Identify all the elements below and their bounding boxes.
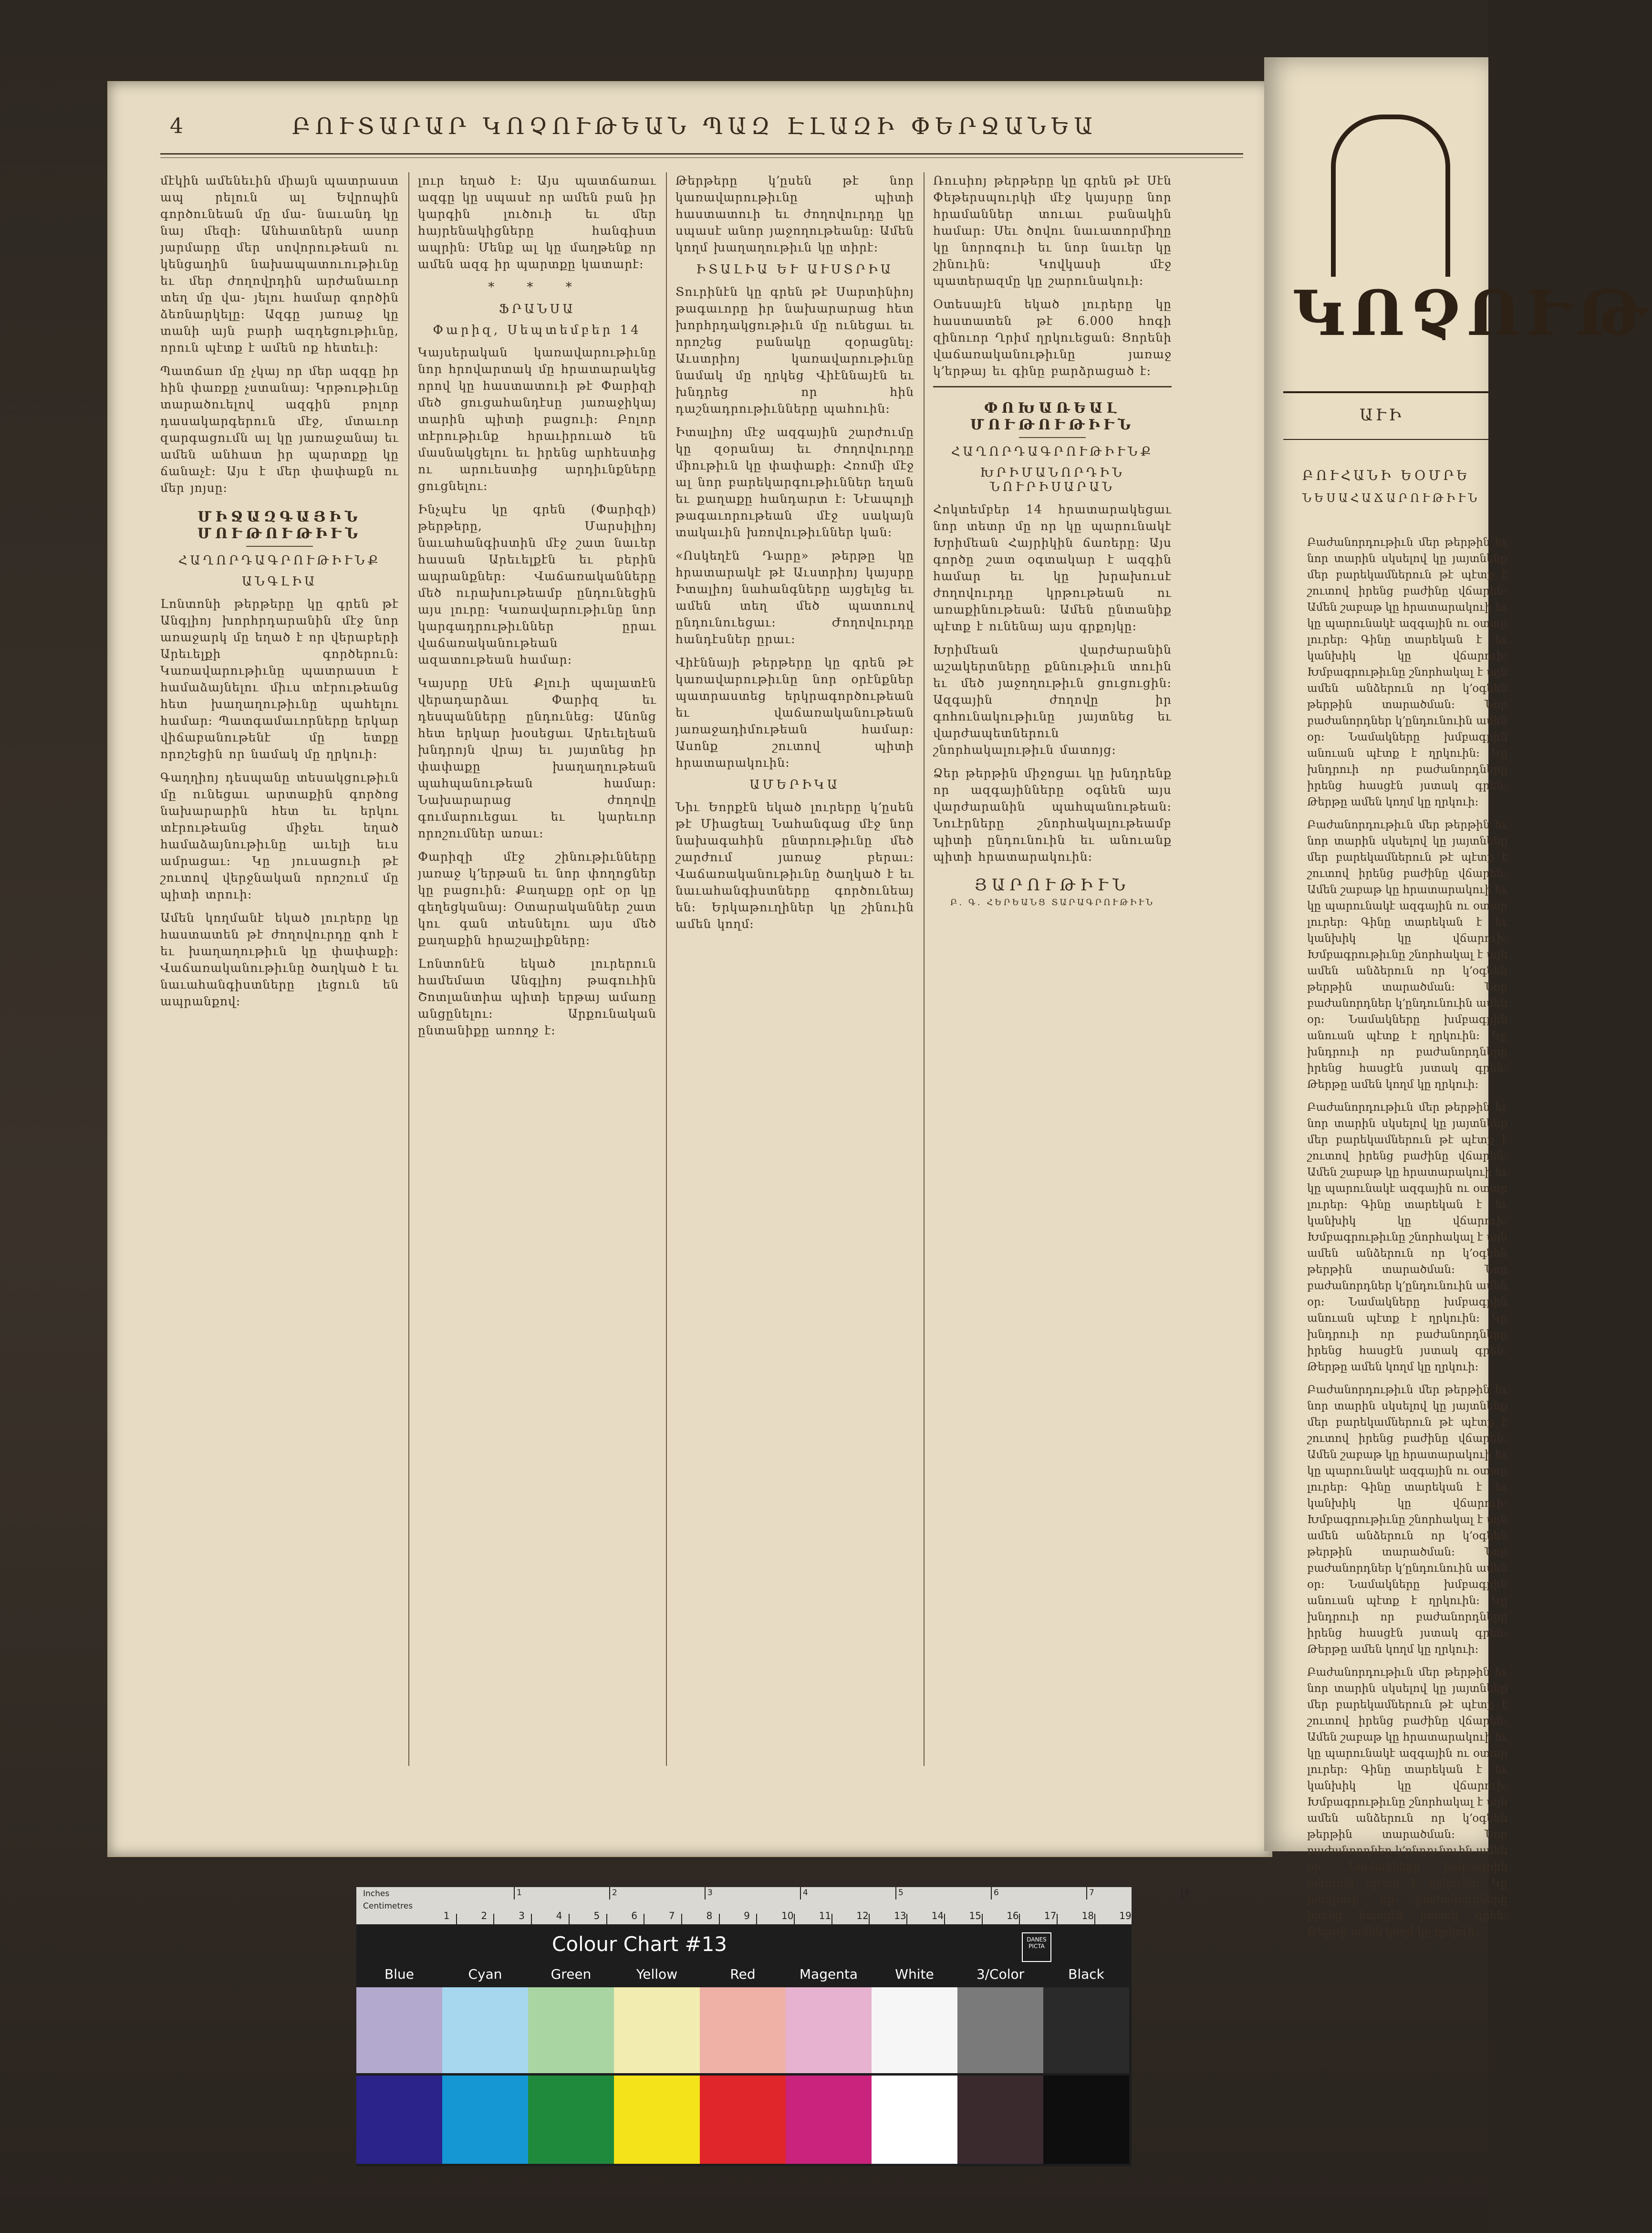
ruler-cm-tick <box>794 1914 795 1924</box>
text-column-2 <box>418 172 656 1771</box>
ruler-cm-tick <box>531 1914 532 1924</box>
colour-chart-title: Colour Chart #13 <box>552 1932 727 1956</box>
section-subheading: ՀԱՂՈՐԴԱԳՐՈՒԹԻՒՆՔ <box>951 445 1154 459</box>
colour-patch-light <box>1043 1987 1129 2073</box>
patch-label: Yellow <box>636 1966 678 1982</box>
colour-patch-light <box>700 1987 786 2073</box>
ruler-inch-tick <box>895 1887 896 1899</box>
ruler-inch-number: 5 <box>898 1888 904 1898</box>
article-paragraph: Իտալիոյ մէջ ազգային շարժումը կը զօրանայ եւ ժողովուրդը միութիւն կը փափաքի։ Հռոմի մէջ ալ նոր բարեկարգութիւններ եղան եւ քաղաքը հանդարտ է։ Նէապոլի թագաւորութեան մէջ սակայն տակաւին խռովութիւններ կան։ <box>675 425 914 539</box>
patch-label: White <box>895 1966 934 1982</box>
ruler-cm-tick <box>869 1914 870 1924</box>
article-paragraph: «Ոսկեղէն Դարը» թերթը կը հրատարակէ թէ Աւստրիոյ կայսրը Իտալիոյ նահանգները այցելեց եւ ամեն տեղ մեծ պատուով ընդունուեցաւ։ Ժողովուրդը հանդէսներ ըրաւ։ <box>675 549 914 646</box>
masthead-rule-2 <box>1283 439 1488 440</box>
article-paragraph: լուր եղած է։ Այս պատճառաւ ազգը կը սպասէ որ ամեն բան իր կարգին լուծուի եւ մեր հայրենակիցները հանգիստ ապրին։ Մենք ալ կը մաղթենք որ ամեն ազգ իր պարտքը կատարէ։ <box>418 174 656 271</box>
article-paragraph: Խրիմեան վարժարանին աշակերտները քննութիւն տուին եւ մեծ յաջողութիւն ցուցուցին։ Ազգային ժողովը իր գոհունակութիւնը յայտնեց եւ վարժապետներուն շնորհակալութիւն մատոյց։ <box>933 643 1172 757</box>
ruler-cm-tick <box>606 1914 607 1924</box>
colour-patch-dark <box>957 2076 1043 2164</box>
colour-patch-light <box>356 1987 442 2073</box>
patch-label: 3/Color <box>976 1966 1025 1982</box>
ruler-cm-tick <box>1094 1914 1095 1924</box>
ruler-inch-number: 8 <box>1184 1888 1190 1898</box>
facing-line-1: ԲՈՒՀԱՆԻ ԵՕՄՐԵ <box>1302 468 1470 483</box>
article-paragraph: Թերթերը կ՚ըսեն թէ նոր կառավարութիւնը պիտի հաստատուի եւ ժողովուրդը կը սպասէ անոր յաջողութեանը։ Ամեն կողմ խաղաղութիւն կը տիրէ։ <box>675 174 914 254</box>
colour-patch-dark <box>528 2076 614 2164</box>
ruler-cm-tick <box>569 1914 570 1924</box>
article-paragraph: Գաղղիոյ դեսպանը տեսակցութիւն մը ունեցաւ արտաքին գործոց նախարարին հետ եւ երկու տէրութեանց միջեւ եղած համաձայնութիւնը աւելի եւս ամրացաւ։ Կը յուսացուի թէ շուտով վերջնական որոշում մը պիտի տրուի։ <box>160 771 399 901</box>
ruler-cm-number: 9 <box>744 1910 750 1921</box>
article-paragraph: Վիէննայի թերթերը կը գրեն թէ կառավարութիւնը նոր օրէնքներ պատրաստեց երկրագործութեան եւ վաճառականութեան յառաջադիմութեան համար։ Ասոնք շուտով պիտի հրատարակուին։ <box>675 656 914 770</box>
ruler-cm-tick <box>982 1914 983 1924</box>
article-paragraph: Ռուսիոյ թերթերը կը գրեն թէ Սէն Փեթերսպուրկի մէջ կայսրը նոր հրամաններ տուաւ բանակին համար։ Սեւ ծովու նաւատորմիղը կը նորոգուի եւ նոր նաւեր կը շինուին։ Կովկասի մէջ պատերազմը կը շարունակուի։ <box>933 174 1172 288</box>
facing-page <box>1264 57 1652 1938</box>
ruler-inch-tick <box>609 1887 610 1899</box>
colour-patch-light <box>872 1987 957 2073</box>
article-heading: Փարիզ, Սեպտեմբեր 14 <box>433 323 642 337</box>
ruler-cm-number: 4 <box>556 1910 562 1921</box>
ruler-cm-number: 3 <box>519 1910 525 1921</box>
ruler-cm-tick <box>456 1914 457 1924</box>
facing-column-text: Բաժանորդութիւն մեր թերթին եւ նոր տարին սկսելով կը յայտնենք մեր բարեկամներուն թէ պէտք է շուտով իրենց բաժինը վճարեն։ Ամեն շաբաթ կը հրատարակուի եւ կը պարունակէ ազգային ու օտար լուրեր։ Գինը տարեկան է եւ կանխիկ կը վճարուի։ Խմբագրութիւնը շնորհակալ է այն ամեն անձերուն որ կ՚օգնեն թերթին տարածման։ Նոր բաժանորդներ կ՚ընդունուին ամեն օր։ Նամակները խմբագրին անուան պէտք է ղրկուին։ Կը խնդրուի որ բաժանորդները իրենց հասցէն յստակ գրեն։ Թերթը ամեն կողմ կը ղրկուի։ Բաժանորդութիւն մեր թերթին եւ նոր տարին սկսելով կը յայտնենք մեր բարեկամներուն թէ պէտք է շուտով իրենց բաժինը վճարեն։ Ամեն շաբաթ կը հրատարակուի եւ կը պարունակէ ազգային ու օտար լուրեր։ Գինը տարեկան է եւ կանխիկ կը վճարուի։ Խմբագրութիւնը շնորհակալ է այն ամեն անձերուն որ կ՚օգնեն թերթին տարածման։ Նոր բաժանորդներ կ՚ընդունուին ամեն օր։ Նամակները խմբագրին անուան պէտք է ղրկուին։ Կը խնդրուի որ բաժանորդները իրենց հասցէն յստակ գրեն։ Թերթը ամեն կողմ կը ղրկուի։ Բաժանորդութիւն մեր թերթին եւ նոր տարին սկսելով կը յայտնենք մեր բարեկամներուն թէ պէտք է շուտով իրենց բաժինը վճարեն։ Ամեն շաբաթ կը հրատարակուի եւ կը պարունակէ ազգային ու օտար լուրեր։ Գինը տարեկան է եւ կանխիկ կը վճարուի։ Խմբագրութիւնը շնորհակալ է այն ամեն անձերուն որ կ՚օգնեն թերթին տարածման։ Նոր բաժանորդներ կ՚ընդունուին ամեն օր։ Նամակները խմբագրին անուան պէտք է ղրկուին։ Կը խնդրուի որ բաժանորդները իրենց հասցէն յստակ գրեն։ Թերթը ամեն կողմ կը ղրկուի։ Բաժանորդութիւն մեր թերթին եւ նոր տարին սկսելով կը յայտնենք մեր բարեկամներուն թէ պէտք է շուտով իրենց բաժինը վճարեն։ Ամեն շաբաթ կը հրատարակուի եւ կը պարունակէ ազգային ու օտար լուրեր։ Գինը տարեկան է եւ կանխիկ կը վճարուի։ Խմբագրութիւնը շնորհակալ է այն ամեն անձերուն որ կ՚օգնեն թերթին տարածման։ Նոր բաժանորդներ կ՚ընդունուին ամեն օր։ Նամակները խմբագրին անուան պէտք է ղրկուին։ Կը խնդրուի որ բաժանորդները իրենց հասցէն յստակ գրեն։ Թերթը ամեն կողմ կը ղրկուի։ Բաժանորդութիւն մեր թերթին եւ նոր տարին սկսելով կը յայտնենք մեր բարեկամներուն թէ պէտք է շուտով իրենց բաժինը վճարեն։ Ամեն շաբաթ կը հրատարակուի եւ կը պարունակէ ազգային ու օտար լուրեր։ Գինը տարեկան է եւ կանխիկ կը վճարուի։ Խմբագրութիւնը շնորհակալ է այն ամեն անձերուն որ կ՚օգնեն թերթին տարածման։ Նոր բաժանորդներ կ՚ընդունուին ամեն օր։ Նամակները խմբագրին անուան պէտք է ղրկուին։ Կը խնդրուի որ բաժանորդները իրենց հասցէն յստակ գրեն։ Թերթը ամեն կողմ կը ղրկուի։ <box>1307 536 1507 1938</box>
ruler-inch-number: 3 <box>707 1888 713 1898</box>
signature-line: ՅԱՐՈՒԹԻՒՆ <box>974 876 1131 895</box>
article-paragraph: Կայսրը Սէն Քլուի պալատէն վերադարձաւ Փարիզ եւ դեսպանները ընդունեց։ Անոնց հետ երկար խօսեցաւ Արեւելեան խնդրոյն վրայ եւ յայտնեց իր փափաքը խաղաղութեան պահպանութեան համար։ Նախարարաց ժողովը գումարուեցաւ եւ կարեւոր որոշումներ առաւ։ <box>418 676 656 840</box>
article-paragraph: Ինչպէս կը գրեն (Փարիզի) թերթերը, Մարսիլիոյ նաւահանգիստին մէջ շատ նաւեր հասան Արեւելքէն եւ բերին ապրանքներ։ Վաճառականները մեծ ուրախութեամբ ընդունեցին այս լուրը։ Կառավարութիւնը նոր կարգադրութիւններ ըրաւ վաճառականութեան ազատութեան համար։ <box>418 502 656 667</box>
ruler-cm-tick <box>1057 1914 1058 1924</box>
ruler-inch-tick <box>991 1887 992 1899</box>
article-heading: ԱՄԵՐԻԿԱ <box>749 778 840 792</box>
ruler-inch-tick <box>1086 1887 1087 1899</box>
ruler-cm-tick <box>719 1914 720 1924</box>
colour-patch-light <box>614 1987 700 2073</box>
section-divider <box>933 386 1172 387</box>
text-column-3 <box>675 172 914 1771</box>
article-paragraph: Լոնտոնի թերթերը կը գրեն թէ Անգլիոյ խորհրդարանին մէջ նոր առաջարկ մը եղած է որ վերաբերի Արեւելքի գործերուն։ Կառավարութիւնը պատրաստ է համաձայնելու միւս տէրութեանց հետ խաղաղութիւնը պահելու համար։ Պատգամաւորները երկար վիճաբանութենէ մը ետքը որոշեցին որ նամակ մը ղրկուի։ <box>160 597 399 761</box>
article-heading: ՖՐԱՆՍԱ <box>499 302 576 316</box>
colour-patch-dark <box>1043 2076 1129 2164</box>
article-paragraph: Ամեն կողմանէ եկած լուրերը կը հաստատեն թէ ժողովուրդը գոհ է եւ խաղաղութիւն կը փափաքի։ Վաճառականութիւնը ծաղկած է եւ նաւահանգիստները լեցուն են ապրանքով։ <box>160 911 399 1008</box>
ruler-cm-tick <box>906 1914 907 1924</box>
colour-patch-dark <box>356 2076 442 2164</box>
section-heading: ՄԻՋԱԶԳԱՅԻՆ ՄՈՒԹՈՒԹԻՒՆ <box>197 509 362 542</box>
article-paragraph: Նիւ Եորքէն եկած լուրերը կ՚ըսեն թէ Միացեալ Նահանգաց մէջ նոր նախագահին ընտրութիւնը մեծ շարժում յառաջ բերաւ։ Վաճառականութիւնը ծաղկած է եւ նաւահանգիստները գործունեայ են։ Երկաթուղիներ կը շինուին ամեն կողմ։ <box>675 800 914 931</box>
colour-patch-light <box>786 1987 872 2073</box>
colour-patch-dark <box>442 2076 528 2164</box>
section-heading: ՓՈԽԱՌԵԱԼ ՄՈՒԹՈՒԹԻՒՆ <box>970 400 1135 433</box>
ruler-cm-number: 11 <box>819 1910 831 1921</box>
ruler-inch-tick <box>705 1887 706 1899</box>
printer-imprint: Բ. Գ. ՀԵՐԵԱՆՑ ՏԱՐԱԳՐՈՒԹԻՒՆ <box>950 897 1155 908</box>
ruler-inch-tick <box>1182 1887 1183 1899</box>
colour-patch-light <box>957 1987 1043 2073</box>
article-paragraph: Տուրինէն կը գրեն թէ Սարտինիոյ թագաւորը իր նախարարաց հետ խորհրդակցութիւն մը ունեցաւ եւ որոշեց բանակը զօրացնել։ Աւստրիոյ կառավարութիւնը նամակ մը ղրկեց Վիէննայէն եւ խնդրեց որ հին դաշնադրութիւնները պահուին։ <box>675 285 914 416</box>
article-paragraph: Օտեսայէն եկած լուրերը կը հաստատեն թէ 6.000 հոգի զինուոր Ղրիմ ղրկուեցան։ Ցորենի վաճառականութիւնը յառաջ կ՚երթայ եւ գինը բարձրացած է։ <box>933 297 1172 378</box>
masthead-rule <box>1283 391 1488 393</box>
ruler-cm-number: 12 <box>856 1910 869 1921</box>
running-head: ԲՈՒՏԱՐԱՐ ԿՈՉՈՒԹԵԱՆ ՊԱԶ ԷԼԱԶԻ ՓԵՐՋԱՆԵԱ <box>291 113 1098 140</box>
ruler-cm-number: 14 <box>931 1910 944 1921</box>
facing-line-2: ՆԵՍԱՀԱՃԱՐՈՒԹԻՒՆ <box>1302 491 1480 505</box>
article-paragraph: Լոնտոնէն եկած լուրերուն համեմատ Անգլիոյ թագուհին Շոտլանտիա պիտի երթայ ամառը անցընելու։ Արքունական ընտանիքը առողջ է։ <box>418 957 656 1037</box>
ruler-inch-number: 1 <box>517 1888 522 1898</box>
ruler-cm-number: 8 <box>706 1910 713 1921</box>
ruler-inch-number: 7 <box>1089 1888 1094 1898</box>
masthead-title: ԿՈՉՈՒԹ <box>1293 277 1652 350</box>
article-heading: ԻՏԱԼԻԱ ԵՒ ԱՒՍՏՐԻԱ <box>696 262 894 277</box>
ruler-cm-tick <box>681 1914 682 1924</box>
ruler-cm-tick <box>756 1914 757 1924</box>
newspaper-page <box>107 81 1272 1857</box>
ruler-cm-number: 7 <box>668 1910 675 1921</box>
article-paragraph: Կայսերական կառավարութիւնը նոր հրովարտակ մը հրատարակեց որով կը հաստատուի թէ Փարիզի մեծ ցուցահանդէսը յառաջիկայ տարին պիտի բացուի։ Բոլոր տէրութիւնք հրաւիրուած են մասնակցելու եւ իրենց արհեստից ու արուեստից արդիւնքները ցուցնելու։ <box>418 345 656 493</box>
section-subheading: ՀԱՂՈՐԴԱԳՐՈՒԹԻՒՆՔ <box>178 553 381 568</box>
ruler-inches-label: Inches <box>363 1889 390 1899</box>
ruler-cm-number: 15 <box>969 1910 981 1921</box>
colour-chart <box>356 1887 1190 2166</box>
ruler-cm-number: 2 <box>481 1910 488 1921</box>
patch-label: Green <box>551 1966 592 1982</box>
ruler-cm-tick <box>493 1914 494 1924</box>
patch-label: Magenta <box>799 1966 858 1982</box>
patch-label: Black <box>1068 1966 1104 1982</box>
separator-stars: * * * <box>488 280 586 294</box>
ruler-inch-number: 6 <box>994 1888 999 1898</box>
column-rule <box>666 172 667 1766</box>
ruler-inch-number: 4 <box>803 1888 808 1898</box>
ruler-cm-number: 18 <box>1081 1910 1094 1921</box>
ruler-cm-number: 19 <box>1119 1910 1132 1921</box>
patch-label: Red <box>730 1966 756 1982</box>
ruler-cm-number: 13 <box>894 1910 906 1921</box>
ruler-cm-number: 10 <box>781 1910 794 1921</box>
masthead-subline: ԱՒԻ <box>1360 406 1404 425</box>
text-column-1 <box>160 172 399 1771</box>
ruler-cm-tick <box>1132 1914 1133 1924</box>
article-paragraph: մէկին ամենեւին միայն պատրաստ ապ րելուն ալ Եվրոպին գործունեան մը մա- նաւանդ կը նայ մեզի։ Անհատներն ասոր յարմարը մեր սովորութեան ու կենցաղին նախապատուութիւնը եւ մեր ժողովրդին արժանաւոր տեղ մը վա- յելու համար գործին ձեռնարկելը։ Ազգը յառաջ կը տանի այն բարի ազդեցութիւնը, որուն պէտք է ամեն ոք հետեւի։ <box>160 174 399 355</box>
ruler-cm-tick <box>1019 1914 1020 1924</box>
measurement-ruler <box>356 1887 1190 1924</box>
colour-patch-light <box>528 1987 614 2073</box>
colour-patch-light <box>442 1987 528 2073</box>
article-paragraph: Հոկտեմբեր 14 հրատարակեցաւ նոր տետր մը որ կը պարունակէ Խրիմեան Հայրիկին ճառերը։ Այս գործը շատ օգտակար է ազգին համար եւ կը խրախուսէ ժողովուրդը կրթութեան ու առաքինութեան։ Ամեն ընտանիք պէտք է ունենայ այս գրքոյկը։ <box>933 502 1172 633</box>
column-rule <box>924 172 925 1766</box>
text-column-4 <box>933 172 1172 1771</box>
ruler-cm-number: 6 <box>631 1910 637 1921</box>
ruler-cm-tick <box>831 1914 832 1924</box>
patch-label: Cyan <box>468 1966 502 1982</box>
heading-rule <box>246 546 313 547</box>
masthead-ornament-letter <box>1331 115 1450 277</box>
patch-label: Blue <box>384 1966 414 1982</box>
article-heading: ԱՆԳԼԻԱ <box>241 574 318 589</box>
ruler-cm-number: 5 <box>593 1910 600 1921</box>
ruler-inch-number: 2 <box>612 1888 617 1898</box>
article-paragraph: Փարիզի մէջ շինութիւնները յառաջ կ՚երթան եւ նոր փողոցներ կը բացուին։ Քաղաքը օրէ օր կը գեղեցկանայ։ Օտարականներ շատ կու գան տեսնելու այս մեծ քաղաքին հրաշալիքները։ <box>418 850 656 947</box>
article-heading: ԽՐԻՄԱՆՈՐԴԻՆ ՆՈՒՐԻՍԱՐԱՆ <box>980 466 1125 494</box>
colour-patch-dark <box>872 2076 957 2164</box>
colour-patch-dark <box>786 2076 872 2164</box>
column-rule <box>408 172 409 1766</box>
ruler-inch-tick <box>514 1887 515 1899</box>
header-rule <box>160 153 1243 158</box>
ruler-cm-tick <box>944 1914 945 1924</box>
danes-picta-logo: DANES PICTA <box>1022 1932 1051 1962</box>
ruler-cm-number: 16 <box>1007 1910 1019 1921</box>
page-number: 4 <box>170 114 183 138</box>
ruler-centimetres-label: Centimetres <box>363 1901 413 1911</box>
article-paragraph: Պատճառ մը չկայ որ մեր ազգը իր հին փառքը չստանայ։ Կրթութիւնը տարածուելով ազգին բոլոր դասակարգերուն մէջ, մտաւոր զարգացումն ալ կը յառաջանայ եւ ամեն անհատ իր պարտքը կը ճանաչէ։ Այս է մեր փափաքն ու մեր յոյսը։ <box>160 364 399 495</box>
article-paragraph: Ձեր թերթին միջոցաւ կը խնդրենք որ ազգայինները օգնեն այս վարժարանին պահպանութեան։ Նուէրները շնորհակալութեամբ պիտի ընդունուին եւ անուանք պիտի հրատարակուին։ <box>933 766 1172 864</box>
heading-rule <box>1019 437 1086 438</box>
ruler-inch-tick <box>800 1887 801 1899</box>
colour-patch-dark <box>614 2076 700 2164</box>
ruler-cm-number: 17 <box>1044 1910 1057 1921</box>
colour-patch-dark <box>700 2076 786 2164</box>
ruler-cm-number: 1 <box>443 1910 450 1921</box>
